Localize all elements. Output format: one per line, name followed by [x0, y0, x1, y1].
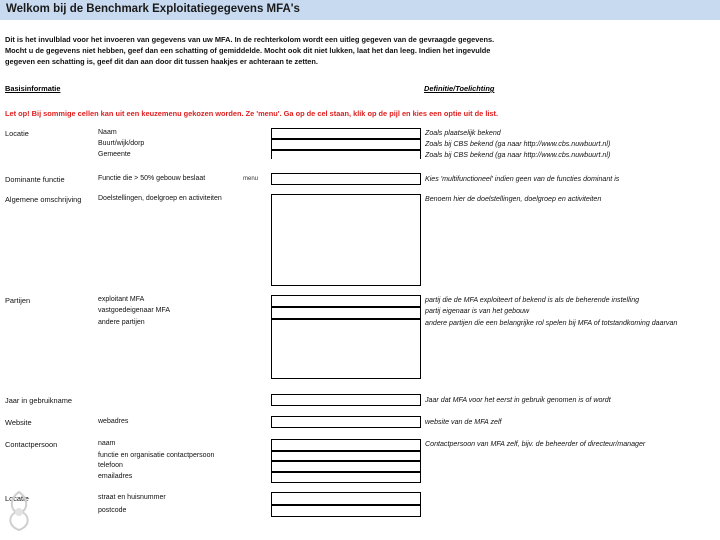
- label-jaar: Jaar in gebruikname: [5, 396, 72, 405]
- label-dominante-functie: Dominante functie: [5, 175, 65, 184]
- input-contact-functie[interactable]: [271, 451, 421, 461]
- field-label-gemeente: Gemeente: [98, 151, 131, 158]
- input-exploitant[interactable]: [271, 295, 421, 307]
- input-jaar[interactable]: [271, 394, 421, 406]
- input-postcode[interactable]: [271, 505, 421, 517]
- field-label-doelstellingen: Doelstellingen, doelgroep en activiteiten: [98, 195, 222, 202]
- input-website[interactable]: [271, 416, 421, 428]
- page-title: Welkom bij de Benchmark Exploitatiegegevens MFA's: [6, 3, 300, 15]
- note-functie: Kies 'multifunctioneel' indien geen van de functies dominant is: [425, 175, 620, 183]
- textarea-andere-partijen[interactable]: [271, 319, 421, 379]
- note-exploitant: partij die de MFA exploiteert of bekend is als de beherende instelling: [425, 296, 640, 304]
- label-partijen: Partijen: [5, 296, 31, 305]
- field-label-emailadres: emailadres: [98, 473, 133, 480]
- input-buurt[interactable]: [271, 139, 421, 150]
- input-contact-naam[interactable]: [271, 439, 421, 451]
- note-gemeente: Zoals bij CBS bekend (ga naar http://www.cbs.nuwbuurt.nl): [425, 151, 611, 159]
- field-label-straat: straat en huisnummer: [98, 494, 166, 501]
- label-contactpersoon: Contactpersoon: [5, 440, 58, 449]
- textarea-omschrijving[interactable]: [271, 194, 421, 286]
- field-label-webadres: webadres: [98, 418, 129, 425]
- field-label-functie: Functie die > 50% gebouw beslaat: [98, 175, 206, 182]
- intro-line-2: Mocht u de gegevens niet hebben, geef dan een schatting of gemiddelde. Mocht ook dit niet lukken, laat het dan leeg. Indien het ingevulde: [5, 46, 491, 55]
- label-website: Website: [5, 418, 32, 427]
- field-label-buurt: Buurt/wijk/dorp: [98, 140, 145, 147]
- section-heading-toelichting: Definitie/Toelichting: [424, 84, 495, 93]
- note-contactpersoon: Contactpersoon van MFA zelf, bijv. de beheerder of directeur/manager: [425, 440, 646, 448]
- field-label-contact-functie: functie en organisatie contactpersoon: [98, 452, 215, 459]
- field-label-postcode: postcode: [98, 507, 127, 514]
- note-vastgoedeigenaar: partij eigenaar is van het gebouw: [425, 307, 530, 315]
- select-dominante-functie[interactable]: [271, 173, 421, 185]
- note-website: website van de MFA zelf: [425, 418, 502, 426]
- label-locatie-adres: Locatie: [5, 494, 29, 503]
- label-locatie: Locatie: [5, 129, 29, 138]
- input-naam[interactable]: [271, 128, 421, 139]
- note-buurt: Zoals bij CBS bekend (ga naar http://www.cbs.nuwbuurt.nl): [425, 140, 611, 148]
- note-naam: Zoals plaatselijk bekend: [425, 129, 501, 137]
- field-label-naam: Naam: [98, 129, 117, 136]
- label-omschrijving: Algemene omschrijving: [5, 195, 82, 204]
- intro-line-1: Dit is het invulblad voor het invoeren van gegevens van uw MFA. In de rechterkolom wordt een uitleg gegeven van de gevraagde gegevens.: [5, 35, 495, 44]
- menu-hint: menu: [243, 176, 259, 182]
- note-andere-partijen: andere partijen die een belangrijke rol spelen bij MFA of totstandkoming daarvan: [425, 319, 678, 327]
- note-jaar: Jaar dat MFA voor het eerst in gebruik genomen is of wordt: [425, 396, 611, 404]
- input-telefoon[interactable]: [271, 461, 421, 472]
- field-label-contact-naam: naam: [98, 440, 116, 447]
- watermark-icon: [2, 488, 36, 532]
- section-heading-basisinformatie: Basisinformatie: [5, 84, 61, 93]
- input-emailadres[interactable]: [271, 472, 421, 483]
- field-label-vastgoedeigenaar: vastgoedeigenaar MFA: [98, 307, 170, 314]
- input-vastgoedeigenaar[interactable]: [271, 307, 421, 319]
- field-label-telefoon: telefoon: [98, 462, 123, 469]
- input-gemeente[interactable]: [271, 150, 421, 159]
- intro-line-3: gegeven een schatting is, geef dit dan aan door dit tussen haakjes er achteraan te zetten.: [5, 57, 318, 66]
- note-omschrijving: Benoem hier de doelstellingen, doelgroep en activiteiten: [425, 195, 602, 203]
- field-label-andere-partijen: andere partijen: [98, 319, 145, 326]
- field-label-exploitant: exploitant MFA: [98, 296, 145, 303]
- input-straat[interactable]: [271, 492, 421, 505]
- menu-warning: Let op! Bij sommige cellen kan uit een keuzemenu gekozen worden. Ze 'menu'. Ga op de cel staan, klik op de pijl en kies een optie uit de list.: [5, 109, 499, 118]
